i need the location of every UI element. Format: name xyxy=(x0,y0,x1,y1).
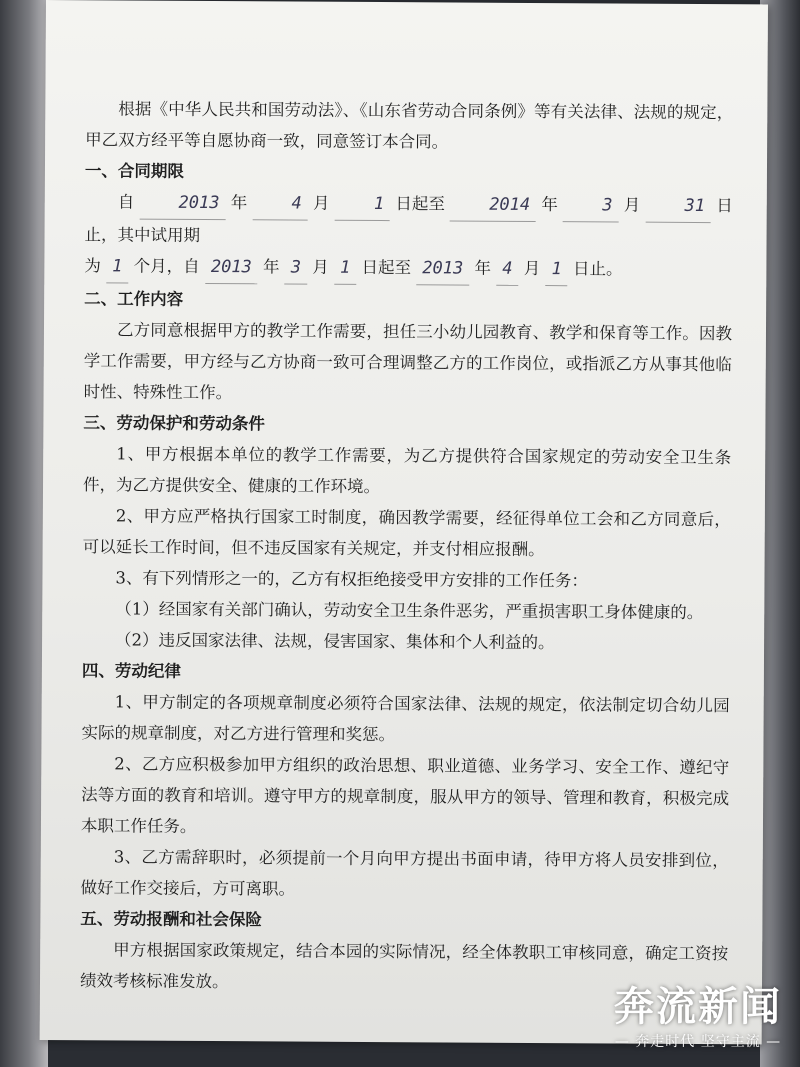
end-day-handwritten: 31 xyxy=(645,191,711,223)
section4-heading: 四、劳动纪律 xyxy=(81,661,181,681)
end-month-handwritten: 3 xyxy=(563,190,618,222)
section3-item1: 1、甲方根据本单位的教学工作需要，为乙方提供符合国家规定的劳动安全卫生条件，为乙方提供安全、健康的工作环境。 xyxy=(82,444,732,497)
term-text: 日止，其中试用期 xyxy=(84,196,733,245)
term-text: 日起至 xyxy=(361,257,412,278)
term-text: 个月，自 xyxy=(133,256,200,276)
section4-item1: 1、甲方制定的各项规章制度必须符合国家法律、法规的规定，依法制定切合幼儿园实际的规章制度，对乙方进行管理和奖惩。 xyxy=(81,692,730,745)
news-watermark xyxy=(614,985,782,1051)
section1-heading: 一、合同期限 xyxy=(84,161,185,181)
term-text: 月 xyxy=(312,257,329,277)
probation-months-handwritten: 1 xyxy=(106,251,128,283)
section2-body: 乙方同意根据甲方的教学工作需要，担任三小幼儿园教育、教学和保育等工作。因教学工作需要，甲方经与乙方协商一致可合理调整乙方的工作岗位，或指派乙方从事其他临时性、特殊性工作。 xyxy=(83,320,733,403)
term-text: 自 xyxy=(117,192,135,212)
term-text: 年 xyxy=(230,193,248,213)
start-month-handwritten: 4 xyxy=(252,188,307,220)
section4-item3: 3、乙方需辞职时，必须提前一个月向甲方提出书面申请，待甲方将人员安排到位，做好工作交接后，方可离职。 xyxy=(80,847,729,899)
term-text: 月 xyxy=(313,193,330,213)
probation-end-year-handwritten: 2013 xyxy=(416,253,469,285)
term-text: 月 xyxy=(523,258,541,279)
start-year-handwritten: 2013 xyxy=(139,188,225,221)
term-text: 月 xyxy=(623,195,641,215)
end-year-handwritten: 2014 xyxy=(450,189,536,222)
watermark-slogan: — 奔走时代 坚守主流 — xyxy=(614,1034,782,1050)
watermark-title: 奔流新闻 xyxy=(614,984,782,1030)
term-text: 日起至 xyxy=(395,194,446,214)
term-text: 日止。 xyxy=(572,259,623,279)
start-day-handwritten: 1 xyxy=(335,189,390,221)
probation-start-month-handwritten: 3 xyxy=(285,252,307,284)
contract-term-line xyxy=(84,186,732,254)
probation-start-year-handwritten: 2013 xyxy=(205,252,258,284)
section3-sub1: （1）经国家有关部门确认，劳动安全卫生条件恶劣，严重损害职工身体健康的。 xyxy=(115,599,704,623)
probation-end-day-handwritten: 1 xyxy=(545,254,567,286)
section3-item3: 3、有下列情形之一的，乙方有权拒绝接受甲方安排的工作任务： xyxy=(115,568,589,591)
section5-heading: 五、劳动报酬和社会保险 xyxy=(80,909,262,930)
section2-heading: 二、工作内容 xyxy=(84,289,184,309)
term-text: 年 xyxy=(263,257,280,277)
contract-page xyxy=(40,0,768,1044)
intro-paragraph: 根据《中华人民共和国劳动法》、《山东省劳动合同条例》等有关法律、法规的规定，甲乙双方经平等自愿协商一致，同意签订本合同。 xyxy=(85,99,734,152)
section3-sub2: （2）违反国家法律、法规，侵害国家、集体和个人利益的。 xyxy=(115,630,555,653)
section3-item2: 2、甲方应严格执行国家工时制度，确因教学需要，经征得单位工会和乙方同意后，可以延长工作时间，但不违反国家有关规定，并支付相应报酬。 xyxy=(82,506,731,560)
probation-line xyxy=(84,250,732,287)
term-text: 为 xyxy=(84,256,101,276)
probation-start-day-handwritten: 1 xyxy=(334,253,356,285)
probation-end-month-handwritten: 4 xyxy=(496,254,518,286)
contract-text xyxy=(80,93,734,1000)
term-text: 年 xyxy=(474,258,492,278)
term-text: 年 xyxy=(541,195,559,215)
section5-body: 甲方根据国家政策规定，结合本园的实际情况，经全体教职工审核同意，确定工资按绩效考核标准发放。 xyxy=(79,940,729,992)
section3-heading: 三、劳动保护和劳动条件 xyxy=(83,413,265,434)
section4-item2: 2、乙方应积极参加甲方组织的政治思想、职业道德、业务学习、安全工作、遵纪守法等方面的教育和培训。遵守甲方的规章制度，服从甲方的领导、管理和教育，积极完成本职工作任务。 xyxy=(80,754,730,836)
